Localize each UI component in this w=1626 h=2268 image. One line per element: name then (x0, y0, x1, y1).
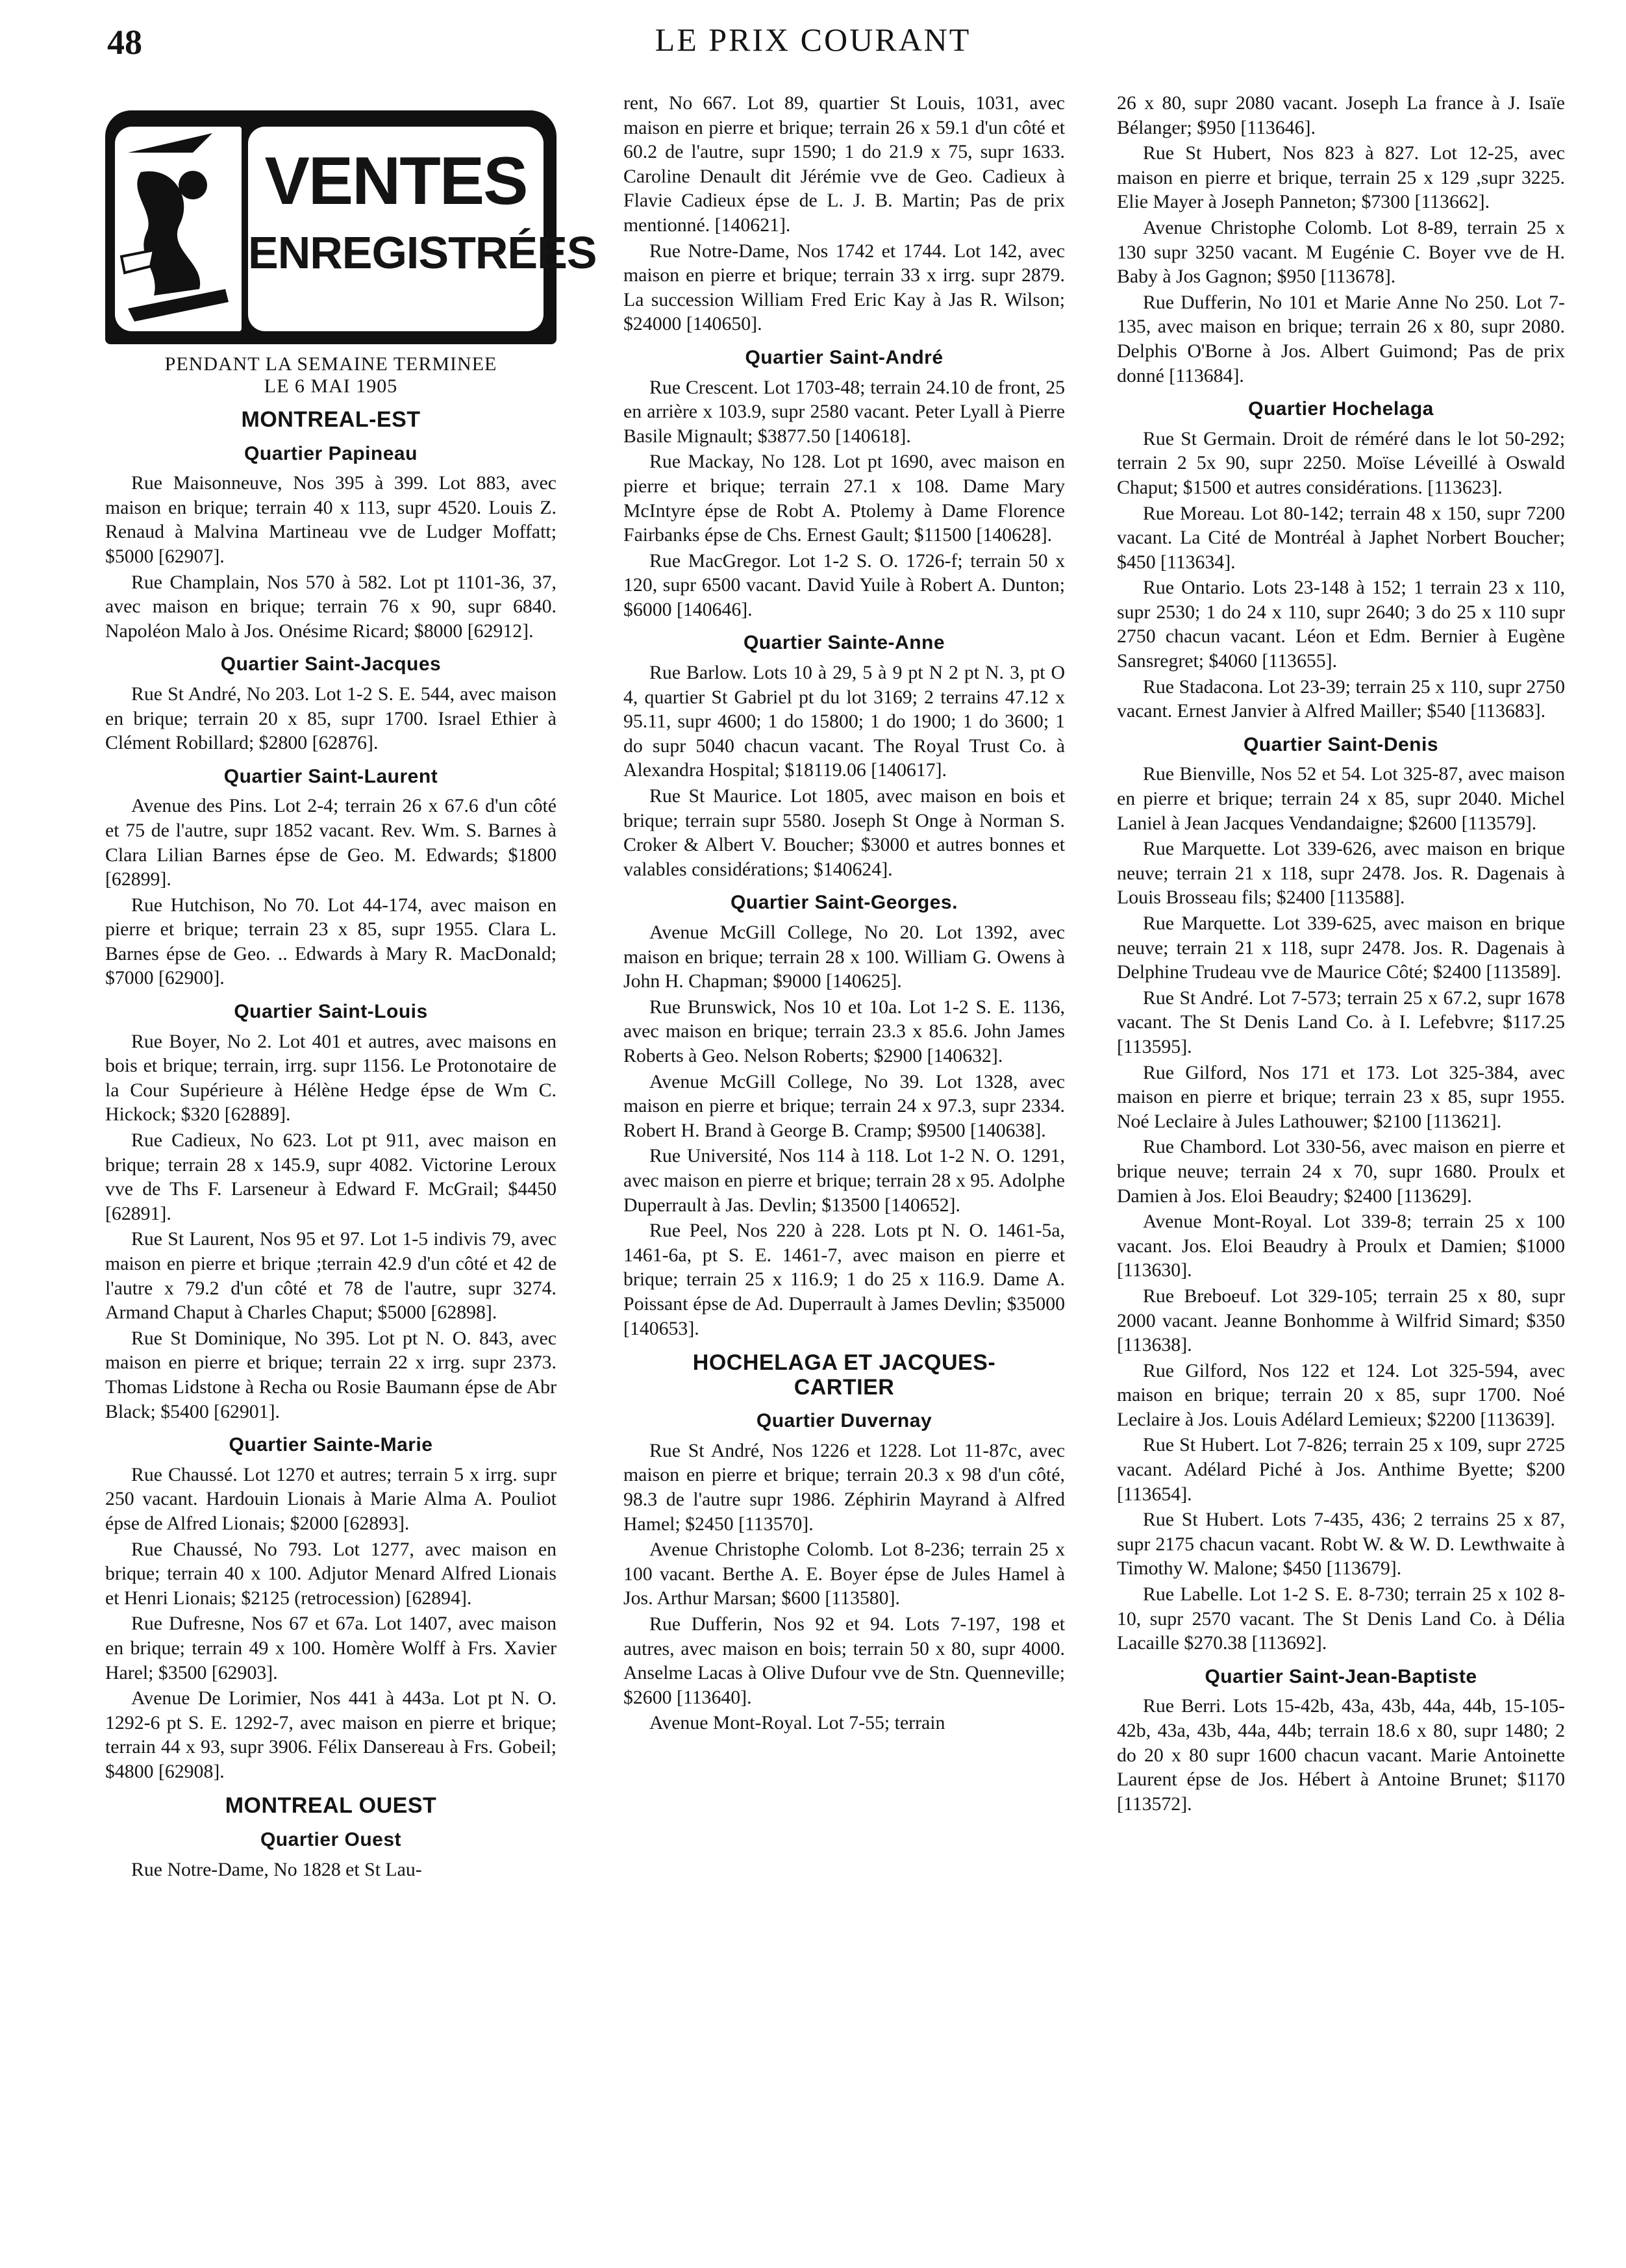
sale-entry: Rue Marquette. Lot 339-626, avec maison en brique neuve; terrain 21 x 118, supr 2478. Jos. R. Dagenais à Louis Brosseau fils; $2400 [113588]. (1117, 838, 1565, 909)
sale-entry: Rue Marquette. Lot 339-625, avec maison en brique neuve; terrain 21 x 118, supr 2478. Jos. R. Dagenais à Delphine Trudeau vve de Maurice Côté; $2400 [113589]. (1117, 913, 1565, 983)
sale-entry: Avenue McGill College, No 20. Lot 1392, avec maison en brique; terrain 28 x 100. William G. Owens à John H. Chapman; $9000 [140625]. (623, 922, 1065, 992)
section-heading: Quartier Saint-Laurent (223, 765, 438, 787)
section-heading: Quartier Saint-Louis (234, 1001, 428, 1023)
sale-entry: Rue St Hubert. Lots 7-435, 436; 2 terrains 25 x 87, supr 2175 chacun vacant. Robt W. & W. D. Lewthwaite à Timothy W. Malone; $450 [113679]. (1117, 1509, 1565, 1580)
section-heading: Quartier Ouest (260, 1829, 402, 1851)
sale-entry: Rue Maisonneuve, Nos 395 à 399. Lot 883, avec maison en brique; terrain 40 x 113, supr 4520. Louis Z. Renaud à Malvina Martineau vve de Ludger Moffatt; $5000 [62907]. (105, 472, 557, 567)
sale-entry: Rue Cadieux, No 623. Lot pt 911, avec maison en brique; terrain 28 x 145.9, supr 4082. Victorine Leroux vve de Ths F. Larseneur à Edward F. McGrail; $4450 [62891]. (105, 1129, 557, 1224)
sale-entry: Rue MacGregor. Lot 1-2 S. O. 1726-f; terrain 50 x 120, supr 6500 vacant. David Yuile à Robert A. Dunton; $6000 [140646]. (623, 549, 1065, 620)
region-heading: CARTIER (794, 1374, 895, 1400)
sale-entry: Rue St Hubert, Nos 823 à 827. Lot 12-25, avec maison en pierre et brique, terrain 25 x 129 ,supr 3225. Elie Mayer à Joseph Panneton; $7300 [113662]. (1117, 142, 1565, 213)
section-heading: Quartier Saint-Jacques (220, 653, 442, 675)
sale-entry: Avenue Christophe Colomb. Lot 8-89, terrain 25 x 130 supr 3250 vacant. M Eugénie C. Boyer vve de H. Baby à Jos Gagnon; $950 [113678]. (1117, 216, 1565, 288)
sale-entry: Rue Gilford, Nos 171 et 173. Lot 325-384, avec maison en pierre et brique; terrain 23 x 85, supr 1955. Noé Leclaire à Jules Lathouwer; $2100 [113621]. (1117, 1061, 1565, 1132)
section-heading: Quartier Saint-André (745, 346, 944, 368)
sale-entry: Rue St Germain. Droit de réméré dans le lot 50-292; terrain 2 5x 90, supr 2250. Moïse Léveillé à Oswald Chaput; $1500 et autres considérations. [113623]. (1117, 427, 1565, 498)
sale-entry: Rue Chaussé, No 793. Lot 1277, avec maison en brique; terrain 40 x 100. Adjutor Menard Alfred Lionais et Henri Lionais; $2125 (retrocession) [62894]. (105, 1538, 557, 1609)
sale-entry: Rue Notre-Dame, Nos 1742 et 1744. Lot 142, avec maison en pierre et brique; terrain 33 x irrg. supr 2879. La succession William Fred Eric Kay à Jas R. Wilson; $24000 [140650]. (623, 240, 1065, 335)
sale-entry: rent, No 667. Lot 89, quartier St Louis, 1031, avec maison en pierre et brique; terrain 26 x 59.1 d'un côté et 60.2 de l'autre, supr 1590; 1 do 21.9 x 75, supr 1633. Caroline Denault dit Jérémie vve de Geo. Cadieux à Flavie Cadieux épse de L. J. B. Martin; Pas de prix mentionné. [140621]. (623, 92, 1065, 236)
running-title: LE PRIX COURANT (655, 21, 971, 58)
sale-entry: Rue St André, Nos 1226 et 1228. Lot 11-87c, avec maison en pierre et brique; terrain 20.3 x 98 d'un côté, 98.3 de l'autre supr 1986. Zéphirin Mayrand à Alfred Hamel; $2450 [113570]. (623, 1439, 1065, 1535)
sale-entry: Rue St André. Lot 7-573; terrain 25 x 67.2, supr 1678 vacant. The St Denis Land Co. à I. Lefebvre; $117.25 [113595]. (1117, 987, 1565, 1057)
period-line-2: LE 6 MAI 1905 (264, 375, 398, 397)
sale-entry: Rue Stadacona. Lot 23-39; terrain 25 x 110, supr 2750 vacant. Ernest Janvier à Alfred Mailler; $540 [113683]. (1117, 675, 1565, 722)
sale-entry: Rue Berri. Lots 15-42b, 43a, 43b, 44a, 44b, 15-105-42b, 43a, 43b, 44a, 44b; terrain 18.6 x 80, supr 1480; 2 do 20 x 80 supr 1600 chacun vacant. Marie Antoinette Laurent épse de Jos. Hébert à Antoine Brunet; $1170 [113572]. (1117, 1695, 1565, 1815)
sale-entry: Rue St Hubert. Lot 7-826; terrain 25 x 109, supr 2725 vacant. Adélard Piché à Jos. Anthime Byette; $200 [113654]. (1117, 1434, 1565, 1505)
sale-entry: Rue Dufferin, No 101 et Marie Anne No 250. Lot 7-135, avec maison en brique; terrain 26 x 80, supr 2080. Delphis O'Borne à Jos. Albert Guimond; Pas de prix donné [113684]. (1117, 291, 1565, 386)
sale-entry: Rue Champlain, Nos 570 à 582. Lot pt 1101-36, 37, avec maison en brique; terrain 76 x 90, supr 6840. Napoléon Malo à Jos. Onésime Ricard; $8000 [62912]. (105, 571, 557, 642)
section-heading: Quartier Sainte-Anne (743, 632, 945, 654)
region-heading: MONTREAL-EST (241, 407, 421, 432)
sale-entry: Avenue McGill College, No 39. Lot 1328, avec maison en pierre et brique; terrain 24 x 97.3, supr 2334. Robert H. Brand à George B. Cramp; $9500 [140638]. (623, 1070, 1065, 1141)
sale-entry: Rue Breboeuf. Lot 329-105; terrain 25 x 80, supr 2000 vacant. Jeanne Bonhomme à Wilfrid Simard; $350 [113638]. (1117, 1285, 1565, 1356)
logo-word-enregistrees: ENREGISTRÉES (248, 227, 597, 278)
sale-entry: Rue Hutchison, No 70. Lot 44-174, avec maison en pierre et brique; terrain 23 x 85, supr 1955. Clara L. Barnes épse de Geo. .. Edwards à Mary R. MacDonald; $7000 [62900]. (105, 894, 557, 989)
section-heading: Quartier Saint-Jean-Baptiste (1205, 1665, 1477, 1687)
section-heading: Quartier Duvernay (756, 1410, 932, 1432)
column-1 (105, 110, 597, 1883)
sale-entry: Rue St Maurice. Lot 1805, avec maison en bois et brique; terrain supr 5580. Joseph St Onge à Norman S. Croker & Albert V. Boucher; $3000 et autres bonnes et valables considérations; $140624]. (623, 785, 1065, 880)
section-heading: Quartier Papineau (244, 442, 418, 464)
sale-entry: Rue St Laurent, Nos 95 et 97. Lot 1-5 indivis 79, avec maison en pierre et brique ;terrain 42.9 d'un côté et 42 de l'autre x 79.2 d'un côté et 78 de l'autre, supr 3274. Armand Chaput à Charles Chaput; $5000 [62898]. (105, 1228, 557, 1324)
sale-entry: Rue Université, Nos 114 à 118. Lot 1-2 N. O. 1291, avec maison en pierre et brique; terrain 28 x 95. Adolphe Duperrault à Jas. Devlin; $13500 [140652]. (623, 1145, 1065, 1216)
sale-entry: Rue Barlow. Lots 10 à 29, 5 à 9 pt N 2 pt N. 3, pt O 4, quartier St Gabriel pt du lot 3169; 2 terrains 47.12 x 95.11, supr 4600; 1 do 15800; 1 do 1900; 1 do 3600; 1 do supr 5040 chacun vacant. The Royal Trust Co. à Alexandra Hospital; $18119.06 [140617]. (623, 662, 1065, 781)
section-heading: Quartier Hochelaga (1248, 398, 1434, 420)
page-number: 48 (107, 23, 142, 62)
sale-entry: Rue St Dominique, No 395. Lot pt N. O. 843, avec maison en pierre et brique; terrain 22 x irrg. supr 2373. Thomas Lidstone à Recha ou Rosie Baumann épse de Abr Black; $5400 [62901]. (105, 1327, 557, 1422)
sale-entry: Avenue De Lorimier, Nos 441 à 443a. Lot pt N. O. 1292-6 pt S. E. 1292-7, avec maison en pierre et brique; terrain 44 x 93, supr 3906. Félix Dansereau à Frs. Gobeil; $4800 [62908]. (105, 1687, 557, 1782)
engraved-figure-illustration (115, 127, 242, 331)
sale-entry: 26 x 80, supr 2080 vacant. Joseph La france à J. Isaïe Bélanger; $950 [113646]. (1117, 92, 1565, 138)
ventes-enregistrees-logo (105, 110, 597, 344)
sale-entry: Rue Ontario. Lots 23-148 à 152; 1 terrain 23 x 110, supr 2530; 1 do 24 x 110, supr 2640; 3 do 25 x 110 supr 2750 chacun vacant. Léon et Edm. Bernier à Eugène Sansregret; $4060 [113655]. (1117, 577, 1565, 672)
sale-entry: Rue Dufferin, Nos 92 et 94. Lots 7-197, 198 et autres, avec maison en bois; terrain 50 x 80, supr 4000. Anselme Lacas à Olive Dufour vve de Stn. Quenneville; $2600 [113640]. (623, 1613, 1065, 1708)
sale-entry: Rue Chaussé. Lot 1270 et autres; terrain 5 x irrg. supr 250 vacant. Hardouin Lionais à Marie Alma A. Pouliot épse de Alfred Lionais; $2000 [62893]. (105, 1463, 557, 1534)
logo-word-ventes: VENTES (264, 144, 527, 219)
sale-entry: Avenue Mont-Royal. Lot 7-55; terrain (649, 1712, 945, 1734)
sale-entry: Rue Brunswick, Nos 10 et 10a. Lot 1-2 S. E. 1136, avec maison en brique; terrain 23.3 x 85.6. John James Roberts à Geo. Nelson Roberts; $2900 [140632]. (623, 996, 1065, 1066)
sale-entry: Avenue Mont-Royal. Lot 339-8; terrain 25 x 100 vacant. Jos. Eloi Beaudry à Proulx et Damien; $1000 [113630]. (1117, 1211, 1565, 1281)
sale-entry: Rue Crescent. Lot 1703-48; terrain 24.10 de front, 25 en arrière x 103.9, supr 2580 vacant. Peter Lyall à Pierre Basile Mignault; $3877.50 [140618]. (623, 376, 1065, 447)
sale-entry: Rue Chambord. Lot 330-56, avec maison en pierre et brique neuve; terrain 24 x 70, supr 1680. Proulx et Damien à Jos. Eloi Beaudry; $2400 [113629]. (1117, 1136, 1565, 1207)
period-line-1: PENDANT LA SEMAINE TERMINEE (164, 353, 497, 375)
sale-entry: Avenue des Pins. Lot 2-4; terrain 26 x 67.6 d'un côté et 75 de l'autre, supr 1852 vacant. Rev. Wm. S. Barnes à Clara Lilian Barnes épse de Geo. M. Edwards; $1800 [62899]. (105, 795, 557, 890)
sale-entry: Rue Labelle. Lot 1-2 S. E. 8-730; terrain 25 x 102 8-10, supr 2570 vacant. The St Denis Land Co. à Délia Lacaille $270.38 [113692]. (1117, 1583, 1565, 1654)
sale-entry: Rue St André, No 203. Lot 1-2 S. E. 544, avec maison en brique; terrain 20 x 85, supr 1700. Israel Ethier à Clément Robillard; $2800 [62876]. (105, 683, 557, 754)
section-heading: Quartier Saint-Georges. (731, 892, 958, 914)
section-heading: Quartier Saint-Denis (1243, 733, 1439, 755)
sale-entry: Rue Moreau. Lot 80-142; terrain 48 x 150, supr 7200 vacant. La Cité de Montréal à Japhet Norbert Boucher; $450 [113634]. (1117, 502, 1565, 573)
region-heading: MONTREAL OUEST (225, 1793, 437, 1819)
sale-entry: Rue Mackay, No 128. Lot pt 1690, avec maison en pierre et brique; terrain 27.1 x 108. Dame Mary McIntyre épse de Robt A. Ptolemy à Dame Florence Fairbanks épse de Chs. Ernest Gault; $11500 [140628]. (623, 451, 1065, 546)
sale-entry: Rue Bienville, Nos 52 et 54. Lot 325-87, avec maison en pierre et brique; terrain 24 x 85, supr 2040. Michel Laniel à Jean Jacques Vendandaigne; $2600 [113579]. (1117, 763, 1565, 834)
sale-entry: Avenue Christophe Colomb. Lot 8-236; terrain 25 x 100 vacant. Berthe A. E. Boyer épse de Jules Hamel à Jos. Arthur Marsan; $600 [113580]. (623, 1539, 1065, 1609)
sale-entry: Rue Notre-Dame, No 1828 et St Lau- (131, 1858, 422, 1880)
column-3 (1117, 91, 1565, 1817)
sale-entry: Rue Gilford, Nos 122 et 124. Lot 325-594, avec maison en brique; terrain 20 x 85, supr 1700. Noé Leclaire à Jos. Louis Adélard Lemieux; $2200 [113639]. (1117, 1359, 1565, 1430)
section-heading: Quartier Sainte-Marie (229, 1434, 433, 1456)
sale-entry: Rue Boyer, No 2. Lot 401 et autres, avec maisons en bois et brique; terrain, irrg. supr 1156. Le Protonotaire de la Cour Supérieure à Hélène Hedge épse de Wm C. Hickock; $320 [62889]. (105, 1030, 557, 1126)
period-heading (105, 353, 557, 397)
column-2 (623, 91, 1065, 1737)
sale-entry: Rue Peel, Nos 220 à 228. Lots pt N. O. 1461-5a, 1461-6a, pt S. E. 1461-7, avec maison en pierre et brique; terrain 25 x 116.9; 1 do 25 x 116.9. Dame A. Poissant épse de Ad. Duperrault à James Devlin; $35000 [140653]. (623, 1220, 1065, 1339)
sale-entry: Rue Dufresne, Nos 67 et 67a. Lot 1407, avec maison en brique; terrain 49 x 100. Homère Wolff à Frs. Xavier Harel; $3500 [62903]. (105, 1613, 557, 1683)
region-heading: HOCHELAGA ET JACQUES- (692, 1350, 996, 1376)
